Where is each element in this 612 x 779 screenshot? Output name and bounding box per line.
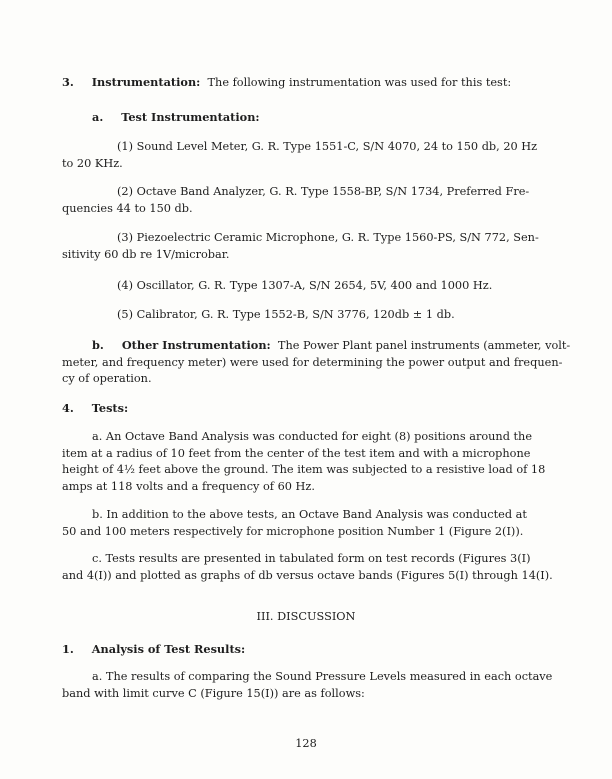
item-line: (2) Octave Band Analyzer, G. R. Type 1558-BP, S/N 1734, Preferred Fre- bbox=[117, 185, 530, 198]
section-number: 4. bbox=[62, 401, 74, 415]
instrument-item-4 bbox=[62, 278, 492, 295]
analysis-line: band with limit curve C (Figure 15(I)) are as follows: bbox=[62, 686, 365, 700]
section-number: 1. bbox=[62, 642, 74, 656]
test-line: b. In addition to the above tests, an Octave Band Analysis was conducted at bbox=[92, 508, 527, 521]
instrument-item-1 bbox=[62, 139, 537, 172]
item-line: quencies 44 to 150 db. bbox=[62, 201, 193, 215]
page-number: 128 bbox=[295, 737, 317, 750]
test-line: item at a radius of 10 feet from the center of the test item and with a microphone bbox=[62, 446, 531, 460]
subsection-text: meter, and frequency meter) were used for determining the power output and frequen- bbox=[62, 355, 563, 369]
test-line: c. Tests results are presented in tabulated form on test records (Figures 3(I) bbox=[92, 552, 531, 565]
subsection-text: The Power Plant panel instruments (ammeter, volt- bbox=[277, 339, 571, 352]
test-line: a. An Octave Band Analysis was conducted for eight (8) positions around the bbox=[92, 430, 533, 443]
section-text: The following instrumentation was used for this test: bbox=[207, 76, 512, 89]
item-line: to 20 KHz. bbox=[62, 156, 123, 170]
item-line: (4) Oscillator, G. R. Type 1307-A, S/N 2654, 5V, 400 and 1000 Hz. bbox=[117, 279, 493, 292]
subsection-letter: b. bbox=[92, 338, 104, 352]
section-4-heading bbox=[62, 401, 128, 416]
item-line: (5) Calibrator, G. R. Type 1552-B, S/N 3776, 120db ± 1 db. bbox=[117, 308, 455, 321]
subsection-b bbox=[62, 337, 570, 388]
section-title: Tests: bbox=[91, 401, 129, 415]
item-line: (1) Sound Level Meter, G. R. Type 1551-C, S/N 4070, 24 to 150 db, 20 Hz bbox=[117, 140, 538, 153]
test-b bbox=[62, 507, 527, 540]
instrument-item-3 bbox=[62, 230, 539, 263]
section-3-heading bbox=[62, 75, 511, 90]
subsection-title: Test Instrumentation: bbox=[121, 110, 260, 124]
section-1-heading bbox=[62, 642, 245, 657]
section-title: Analysis of Test Results: bbox=[91, 642, 246, 656]
instrument-item-5 bbox=[62, 307, 455, 324]
instrument-item-2 bbox=[62, 184, 529, 217]
test-c bbox=[62, 551, 553, 584]
section-title: Instrumentation: bbox=[91, 75, 201, 89]
subsection-text: cy of operation. bbox=[62, 372, 152, 385]
subsection-letter: a. bbox=[92, 110, 104, 124]
section-number: 3. bbox=[62, 75, 74, 89]
test-line: 50 and 100 meters respectively for microphone position Number 1 (Figure 2(I)). bbox=[62, 524, 524, 538]
test-a bbox=[62, 429, 545, 495]
analysis-a bbox=[62, 669, 552, 702]
test-line: amps at 118 volts and a frequency of 60 Hz. bbox=[62, 479, 315, 493]
test-line: height of 4½ feet above the ground. The item was subjected to a resistive load of 18 bbox=[62, 463, 546, 476]
subsection-title: Other Instrumentation: bbox=[121, 338, 271, 352]
test-line: and 4(I)) and plotted as graphs of db versus octave bands (Figures 5(I) through 14(I). bbox=[62, 568, 553, 582]
analysis-line: a. The results of comparing the Sound Pressure Levels measured in each octave bbox=[92, 670, 553, 683]
item-line: sitivity 60 db re 1V/microbar. bbox=[62, 247, 230, 261]
item-line: (3) Piezoelectric Ceramic Microphone, G. R. Type 1560-PS, S/N 772, Sen- bbox=[117, 231, 539, 244]
discussion-heading: III. DISCUSSION bbox=[256, 610, 356, 623]
subsection-a-heading bbox=[92, 110, 260, 125]
